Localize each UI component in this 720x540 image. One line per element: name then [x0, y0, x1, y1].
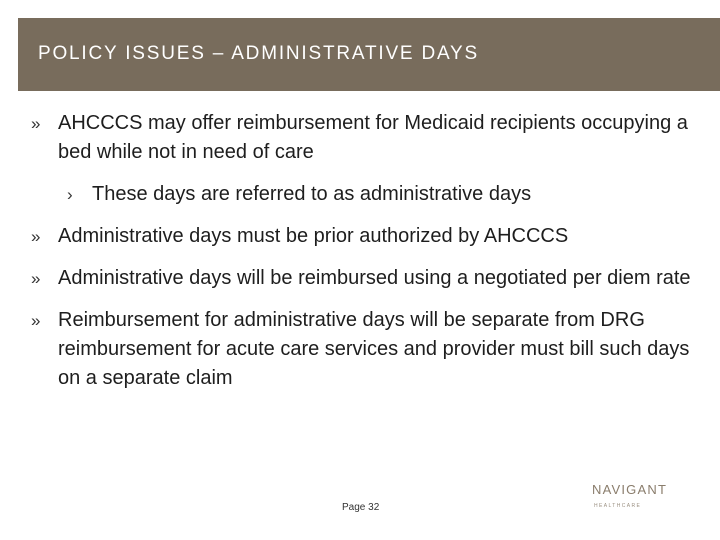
bullet-marker: » — [31, 269, 41, 288]
logo-tagline: HEALTHCARE — [594, 503, 642, 509]
bullet-list — [31, 109, 691, 406]
bullet-item — [31, 264, 691, 293]
bullet-marker: » — [31, 311, 41, 330]
bullet-item — [31, 222, 691, 251]
bullet-item — [31, 306, 691, 393]
bullet-item — [31, 109, 691, 167]
sub-bullet-item — [31, 180, 691, 209]
sub-bullet-marker: › — [67, 185, 73, 204]
bullet-text: AHCCCS may offer reimbursement for Medicaid recipients occupying a bed while not in need of care — [58, 112, 688, 163]
title-bar — [18, 18, 720, 91]
bullet-text: Administrative days must be prior authorized by AHCCCS — [58, 225, 569, 247]
slide-title: POLICY ISSUES – ADMINISTRATIVE DAYS — [38, 43, 479, 64]
navigant-logo — [592, 482, 688, 516]
logo-wordmark: NAVIGANT — [592, 482, 668, 497]
bullet-text: Reimbursement for administrative days will be separate from DRG reimbursement for acute care services and provider must bill such days on a separate claim — [58, 309, 690, 389]
sub-bullet-text: These days are referred to as administrative days — [92, 183, 532, 205]
bullet-text: Administrative days will be reimbursed using a negotiated per diem rate — [58, 267, 691, 289]
page-number: Page 32 — [342, 502, 380, 513]
bullet-marker: » — [31, 114, 41, 133]
bullet-marker: » — [31, 227, 41, 246]
